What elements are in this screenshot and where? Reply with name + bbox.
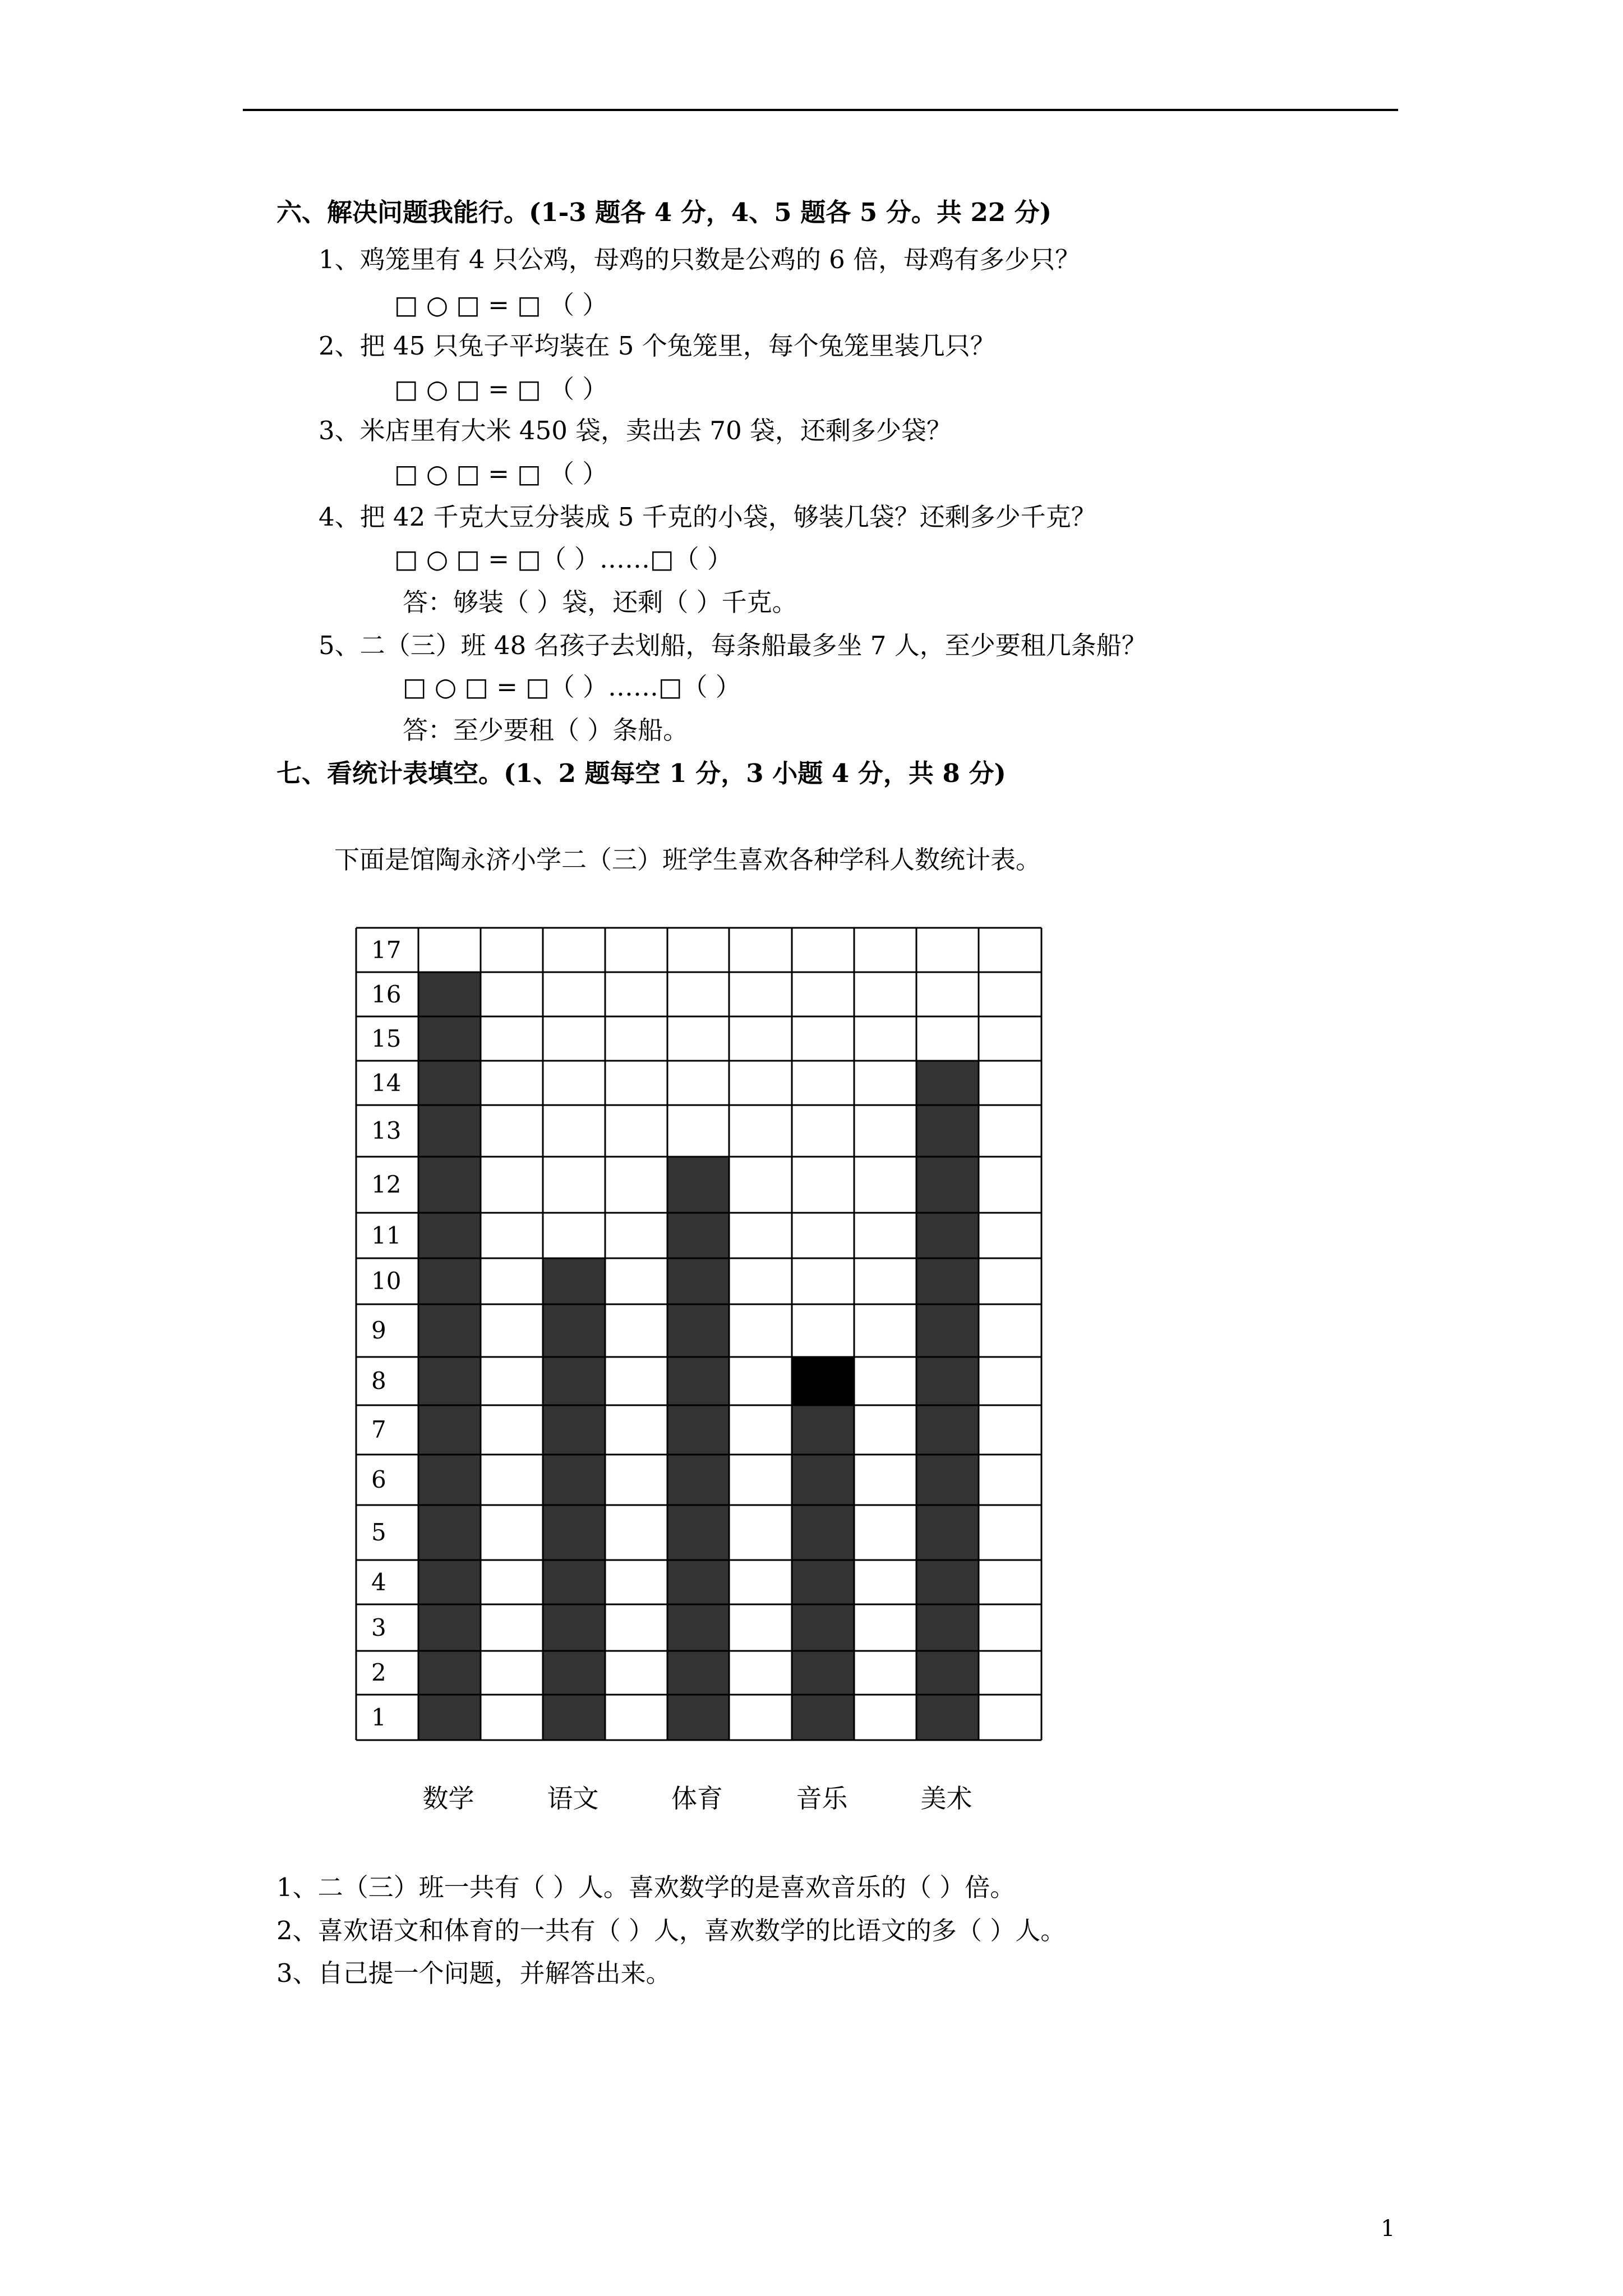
x-category-label: 数学 — [422, 1783, 474, 1814]
x-category-label: 语文 — [547, 1783, 599, 1814]
y-tick-label: 1 — [371, 1703, 386, 1731]
formula-6-3: □ ○ □ = □ （ ） — [394, 459, 608, 489]
y-tick-label: 16 — [371, 980, 402, 1008]
y-tick-label: 13 — [371, 1117, 402, 1144]
question-7-1: 1、二（三）班一共有（ ）人。喜欢数学的是喜欢音乐的（ ）倍。 — [276, 1872, 1016, 1902]
y-tick-label: 9 — [371, 1317, 386, 1344]
x-category-label: 体育 — [671, 1783, 723, 1814]
bar-top-cell — [792, 1357, 854, 1405]
y-tick-label: 2 — [371, 1659, 386, 1686]
question-7-3: 3、自己提一个问题，并解答出来。 — [276, 1958, 671, 1988]
y-tick-label: 5 — [371, 1519, 386, 1546]
y-tick-label: 7 — [371, 1416, 386, 1443]
y-tick-label: 8 — [371, 1367, 386, 1395]
bar-2 — [543, 1258, 605, 1740]
y-tick-label: 15 — [371, 1024, 402, 1052]
y-tick-label: 6 — [371, 1466, 386, 1493]
page-number: 1 — [1381, 2216, 1395, 2242]
question-7-2: 2、喜欢语文和体育的一共有（ ）人，喜欢数学的比语文的多（ ）人。 — [276, 1916, 1066, 1945]
y-tick-label: 17 — [371, 936, 402, 964]
question-6-2: 2、把 45 只兔子平均装在 5 个兔笼里，每个兔笼里装几只？ — [319, 331, 995, 361]
y-tick-label: 4 — [371, 1568, 386, 1596]
formula-6-4: □ ○ □ = □（ ）……□（ ） — [394, 544, 732, 574]
question-6-4: 4、把 42 千克大豆分装成 5 千克的小袋，够装几袋？还剩多少千克？ — [319, 502, 1096, 532]
question-6-3: 3、米店里有大米 450 袋，卖出去 70 袋，还剩多少袋？ — [319, 416, 952, 445]
table-intro: 下面是馆陶永济小学二（三）班学生喜欢各种学科人数统计表。 — [334, 845, 1041, 875]
formula-6-5: □ ○ □ = □（ ）……□（ ） — [403, 672, 741, 702]
y-tick-label: 3 — [371, 1613, 386, 1641]
bar-3 — [667, 1157, 729, 1740]
bar-5 — [916, 1061, 979, 1740]
x-category-label: 美术 — [920, 1783, 972, 1814]
y-tick-label: 12 — [371, 1171, 402, 1198]
x-category-label: 音乐 — [796, 1783, 848, 1814]
formula-6-2: □ ○ □ = □ （ ） — [394, 374, 608, 404]
formula-6-1: □ ○ □ = □ （ ） — [394, 290, 608, 320]
section-7-title: 七、看统计表填空。(1、2 题每空 1 分，3 小题 4 分，共 8 分) — [276, 758, 1006, 788]
question-6-5: 5、二（三）班 48 名孩子去划船，每条船最多坐 7 人，至少要租几条船？ — [319, 631, 1147, 660]
bar-4 — [792, 1357, 854, 1740]
answer-6-5: 答：至少要租（ ）条船。 — [403, 715, 689, 745]
question-6-1: 1、鸡笼里有 4 只公鸡，母鸡的只数是公鸡的 6 倍，母鸡有多少只？ — [319, 245, 1081, 274]
y-tick-label: 10 — [371, 1267, 402, 1295]
y-tick-label: 14 — [371, 1069, 402, 1097]
answer-6-4: 答：够装（ ）袋，还剩（ ）千克。 — [403, 587, 797, 617]
y-tick-label: 11 — [371, 1221, 402, 1249]
section-6-title: 六、解决问题我能行。(1-3 题各 4 分，4、5 题各 5 分。共 22 分) — [276, 197, 1052, 227]
